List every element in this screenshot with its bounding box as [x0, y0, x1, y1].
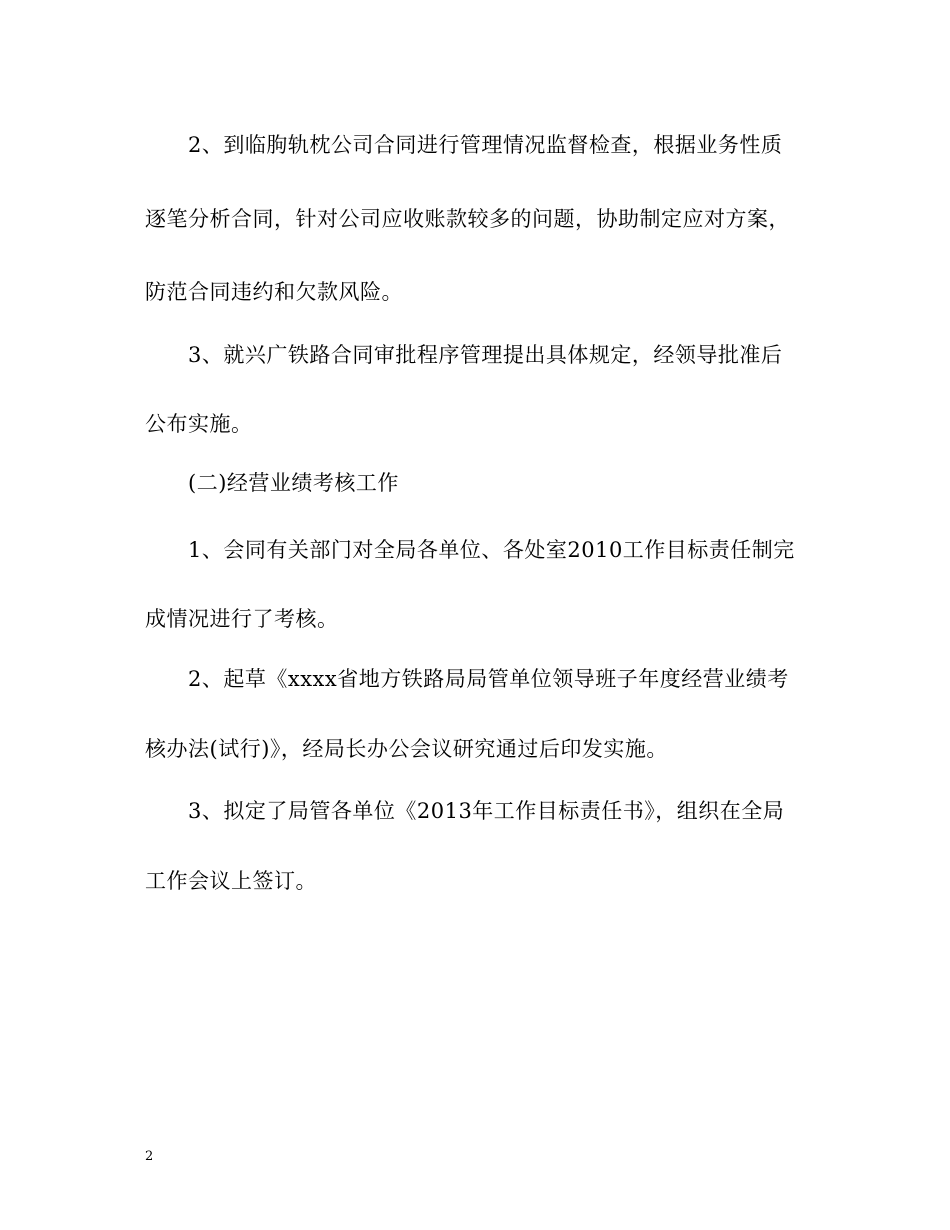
paragraph-4-line-2: 核办法(试行)》，经局长办公会议研究通过后印发实施。 [145, 737, 668, 761]
paragraph-1-line-3: 防范合同违约和欠款风险。 [145, 280, 403, 304]
section-heading: (二)经营业绩考核工作 [188, 471, 399, 495]
page-number: 2 [145, 1149, 154, 1164]
paragraph-5-line-2: 工作会议上签订。 [145, 869, 317, 893]
paragraph-1-line-2: 逐笔分析合同，针对公司应收账款较多的问题，协助制定应对方案， [145, 207, 790, 231]
paragraph-5-line-1: 3、拟定了局管各单位《2013年工作目标责任书》，组织在全局 [188, 799, 785, 823]
paragraph-1-line-1: 2、到临朐轨枕公司合同进行管理情况监督检查，根据业务性质 [188, 133, 783, 157]
paragraph-2-line-2: 公布实施。 [145, 412, 253, 436]
paragraph-3-line-1: 1、会同有关部门对全局各单位、各处室2010工作目标责任制完 [188, 538, 795, 562]
paragraph-3-line-2: 成情况进行了考核。 [145, 607, 339, 631]
paragraph-2-line-1: 3、就兴广铁路合同审批程序管理提出具体规定，经领导批准后 [188, 343, 783, 367]
paragraph-4-line-1: 2、起草《xxxx省地方铁路局局管单位领导班子年度经营业绩考 [188, 667, 789, 691]
